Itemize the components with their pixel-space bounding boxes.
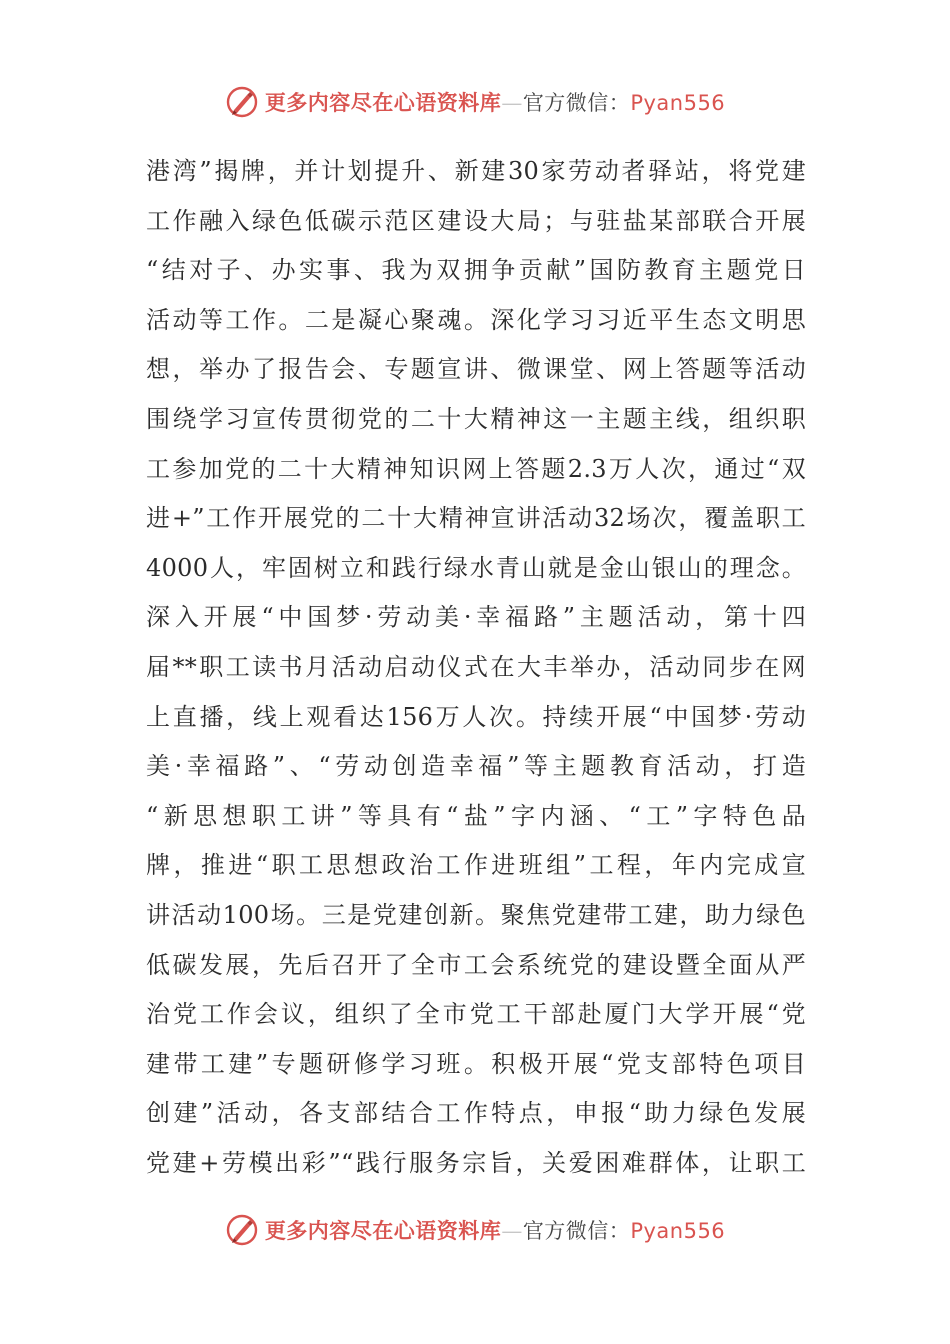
text-line: 届**职工读书月活动启动仪式在大丰举办，活动同步在网 xyxy=(146,652,806,681)
document-body xyxy=(146,147,806,1188)
text-line: 美·幸福路”、“劳动创造幸福”等主题教育活动，打造 xyxy=(146,752,806,781)
text-line: 深入开展“中国梦·劳动美·幸福路”主题活动，第十四 xyxy=(146,603,806,632)
watermark-handle: Pyan556 xyxy=(630,91,726,115)
watermark-label: 官方微信： xyxy=(522,1219,631,1243)
text-line: 建带工建”专题研修学习班。积极开展“党支部特色项目 xyxy=(146,1049,806,1078)
watermark-site: 更多内容尽在心语资料库 xyxy=(264,90,502,115)
text-line: 牌，推进“职工思想政治工作进班组”工程，年内完成宣 xyxy=(146,851,806,880)
watermark-dash: — xyxy=(501,91,523,115)
text-line: 港湾”揭牌，并计划提升、新建30家劳动者驿站，将党建 xyxy=(146,157,806,185)
text-line: “结对子、办实事、我为双拥争贡献”国防教育主题党日 xyxy=(146,256,806,285)
text-line: 工作融入绿色低碳示范区建设大局；与驻盐某部联合开展 xyxy=(146,206,806,235)
text-line: “新思想职工讲”等具有“盐”字内涵、“工”字特色品 xyxy=(146,801,806,830)
text-line: 4000人，牢固树立和践行绿水青山就是金山银山的理念。 xyxy=(146,553,806,582)
text-line: 讲活动100场。三是党建创新。聚焦党建带工建，助力绿色 xyxy=(146,900,806,929)
text-line: 活动等工作。二是凝心聚魂。深化学习习近平生态文明思 xyxy=(146,305,806,334)
text-line: 上直播，线上观看达156万人次。持续开展“中国梦·劳动 xyxy=(146,702,806,731)
watermark-label: 官方微信： xyxy=(522,91,631,115)
watermark-text xyxy=(265,87,725,117)
text-line: 创建”活动，各支部结合工作特点，申报“助力绿色发展 xyxy=(146,1099,806,1128)
pen-logo-icon xyxy=(225,85,259,119)
watermark-dash: — xyxy=(501,1219,523,1243)
text-line: 想，举办了报告会、专题宣讲、微课堂、网上答题等活动 xyxy=(146,355,806,384)
text-line: 低碳发展，先后召开了全市工会系统党的建设暨全面从严 xyxy=(146,950,806,979)
watermark-site: 更多内容尽在心语资料库 xyxy=(264,1218,502,1243)
text-line: 围绕学习宣传贯彻党的二十大精神这一主题主线，组织职 xyxy=(146,404,806,433)
text-line: 进+”工作开展党的二十大精神宣讲活动32场次，覆盖职工 xyxy=(146,504,806,533)
watermark-text xyxy=(265,1215,725,1245)
watermark-handle: Pyan556 xyxy=(630,1219,726,1243)
footer-watermark xyxy=(0,1210,950,1250)
text-line: 工参加党的二十大精神知识网上答题2.3万人次，通过“双 xyxy=(146,454,806,483)
pen-logo-icon xyxy=(225,1213,259,1247)
text-line: 治党工作会议，组织了全市党工干部赴厦门大学开展“党 xyxy=(146,1000,806,1029)
text-line: 党建+劳模出彩”“践行服务宗旨，关爱困难群体，让职工 xyxy=(146,1148,806,1177)
header-watermark xyxy=(0,82,950,122)
